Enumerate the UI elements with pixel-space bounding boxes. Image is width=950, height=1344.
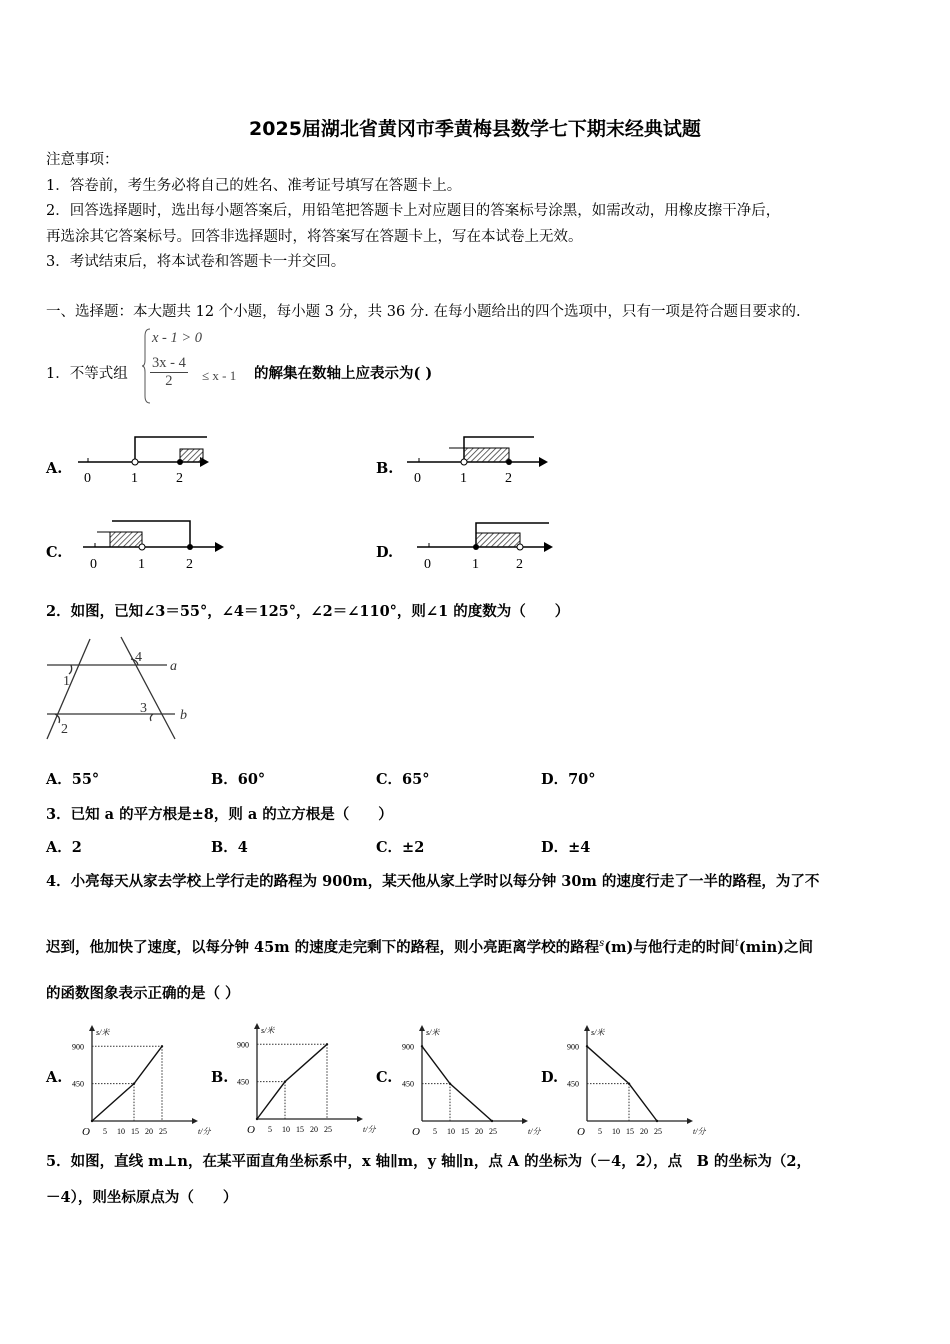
x-tick-label: 15 [296,1125,304,1134]
q4-text: 迟到，他加快了速度，以每分钟 45m 的速度走完剩下的路程，则小亮距离学校的路程 [46,938,600,956]
x-tick-label: 5 [268,1125,272,1134]
x-tick-label: 15 [131,1127,139,1136]
tick-label: 0 [84,471,91,486]
angle-3-label: 3 [140,701,147,716]
line-a-label: a [170,659,177,674]
y-axis-label: s/米 [591,1028,605,1037]
x-axis-arrow [522,1118,528,1124]
x-tick-label: 20 [640,1127,648,1136]
line-b-label: b [180,708,187,723]
x-tick-label: 15 [461,1127,469,1136]
x-tick-label: 10 [282,1125,290,1134]
y-axis-arrow [419,1025,425,1031]
x-tick-label: 5 [433,1127,437,1136]
tick-label: 0 [424,557,431,572]
q2-option-a[interactable]: A．55° [46,771,100,788]
y-tick-label: 450 [402,1079,414,1089]
data-point [256,1118,258,1120]
q3-question: 3．已知 a 的平方根是±8，则 a 的立方根是（ ） [46,806,393,823]
q4-text: (min)之间 [738,938,813,956]
q3-option-b[interactable]: B．4 [211,839,248,856]
y-tick-label: 450 [72,1079,84,1089]
notice-item: 1．答卷前，考生务必将自己的姓名、准考证号填写在答题卡上。 [46,178,462,194]
angle-2-label: 2 [61,722,68,737]
x-tick-label: 20 [310,1125,318,1134]
q1-suffix: 的解集在数轴上应表示为( ) [254,365,433,382]
x-tick-label: 5 [103,1127,107,1136]
q4-option-a-label[interactable]: A. [46,1069,63,1086]
q4-graph-c [400,1025,541,1140]
origin-label: O [82,1126,90,1138]
q5-line-1: 5．如图，直线 m⊥n，在某平面直角坐标系中，x 轴∥m，y 轴∥n，点 A 的坐标为（－4，2），点 B 的坐标为（2， [46,1153,812,1170]
var-t: t [734,938,739,949]
notice-item: 3．考试结束后，将本试卷和答题卡一并交回。 [46,254,346,270]
x-tick-label: 25 [324,1125,332,1134]
y-axis-arrow [89,1025,95,1031]
q2-option-c[interactable]: C．65° [376,771,430,788]
data-point [326,1043,328,1045]
x-tick-label: 20 [475,1127,483,1136]
q1-option-b-label[interactable]: B. [376,460,394,477]
q1-option-d-figure [414,516,564,572]
q4-line-3: 的函数图象表示正确的是（ ） [46,985,240,1002]
x-axis-arrow [192,1118,198,1124]
y-tick-label: 900 [402,1042,414,1052]
y-axis-label: s/米 [96,1028,110,1037]
x-tick-label: 5 [598,1127,602,1136]
tick-label: 1 [460,471,467,486]
q4-graph-a [70,1025,211,1140]
tick-label: 1 [131,471,138,486]
x-axis-arrow [687,1118,693,1124]
q1-denominator: 2 [165,373,173,389]
q4-line-1: 4．小亮每天从家去学校上学行走的路程为 900m，某天他从家上学时以每分钟 30m 的速度行走了一半的路程，为了不 [46,873,820,890]
y-axis-arrow [584,1025,590,1031]
q1-fraction [150,355,188,390]
x-tick-label: 20 [145,1127,153,1136]
q5-line-2: －4），则坐标原点为（ ） [46,1189,238,1206]
q4-option-d-label[interactable]: D. [541,1069,559,1086]
x-axis-arrow [357,1116,363,1122]
q3-option-d[interactable]: D．±4 [541,839,591,856]
tick-label: 2 [176,471,183,486]
x-tick-label: 25 [159,1127,167,1136]
angle-4-label: 4 [135,650,142,665]
data-point [586,1045,588,1047]
x-tick-label: 10 [447,1127,455,1136]
q1-option-a-figure [75,432,240,488]
notice-item: 再选涂其它答案标号。回答非选择题时，将答案写在答题卡上，写在本试卷上无效。 [46,229,583,245]
page-title: 2025届湖北省黄冈市季黄梅县数学七下期末经典试题 [249,118,701,140]
q2-figure [45,635,195,745]
q4-graph-d [565,1018,706,1138]
data-point [449,1082,451,1084]
q1-option-a-label[interactable]: A. [46,460,63,477]
q4-option-c-label[interactable]: C. [376,1069,393,1086]
x-tick-label: 25 [489,1127,497,1136]
y-tick-label: 450 [567,1079,579,1089]
x-axis-label: t/分 [198,1127,211,1136]
q3-option-a[interactable]: A．2 [46,839,82,856]
y-axis-label: s/米 [426,1028,440,1037]
data-point [91,1120,93,1122]
section-heading: 一、选择题：本大题共 12 个小题，每小题 3 分，共 36 分. 在每小题给出的四个选项中，只有一项是符合题目要求的. [46,304,801,320]
q1-option-b-figure [404,432,554,488]
data-point [628,1082,630,1084]
tick-label: 0 [90,557,97,572]
q1-option-c-label[interactable]: C. [46,544,63,561]
tick-label: 1 [472,557,479,572]
x-tick-label: 10 [612,1127,620,1136]
q1-inequality-1: x - 1 > 0 [152,330,203,346]
tick-label: 2 [186,557,193,572]
q1-rhs: ≤ x - 1 [202,368,237,383]
q2-option-b[interactable]: B．60° [211,771,266,788]
origin-label: O [577,1126,585,1138]
y-tick-label: 900 [567,1042,579,1052]
q1-prefix: 1．不等式组 [46,366,128,382]
y-tick-label: 900 [237,1040,249,1050]
x-axis-label: t/分 [693,1127,706,1136]
q3-option-c[interactable]: C．±2 [376,839,425,856]
data-point [161,1045,163,1047]
origin-label: O [412,1126,420,1138]
data-point [133,1082,135,1084]
x-tick-label: 15 [626,1127,634,1136]
y-tick-label: 450 [237,1077,249,1087]
x-axis-label: t/分 [528,1127,541,1136]
notice-item: 2．回答选择题时，选出每小题答案后，用铅笔把答题卡上对应题目的答案标号涂黑，如需改动，用橡皮擦干净后， [46,203,781,219]
tick-label: 2 [516,557,523,572]
x-tick-label: 10 [117,1127,125,1136]
q1-numerator: 3x - 4 [152,355,186,371]
tick-label: 0 [414,471,421,486]
tick-label: 2 [505,471,512,486]
q2-question: 2．如图，已知∠3＝55°，∠4＝125°，∠2＝∠110°，则∠1 的度数为（ ） [46,603,570,620]
q4-text: (m)与他行走的时间 [604,938,735,956]
notice-heading: 注意事项： [46,152,119,168]
data-point [284,1080,286,1082]
data-point [656,1120,658,1122]
origin-label: O [247,1124,255,1136]
q4-line-2 [46,934,813,958]
q1-option-c-figure [80,516,230,572]
x-axis-label: t/分 [363,1125,376,1134]
q4-option-b-label[interactable]: B. [211,1069,229,1086]
angle-1-label: 1 [63,674,70,689]
data-point [421,1045,423,1047]
y-tick-label: 900 [72,1042,84,1052]
tick-label: 1 [138,557,145,572]
var-s: s [599,938,605,949]
x-tick-label: 25 [654,1127,662,1136]
y-axis-arrow [254,1023,260,1029]
q4-graph-b [235,1023,376,1138]
q1-option-d-label[interactable]: D. [376,544,394,561]
y-axis-label: s/米 [261,1026,275,1035]
q2-option-d[interactable]: D．70° [541,771,596,788]
data-point [491,1120,493,1122]
